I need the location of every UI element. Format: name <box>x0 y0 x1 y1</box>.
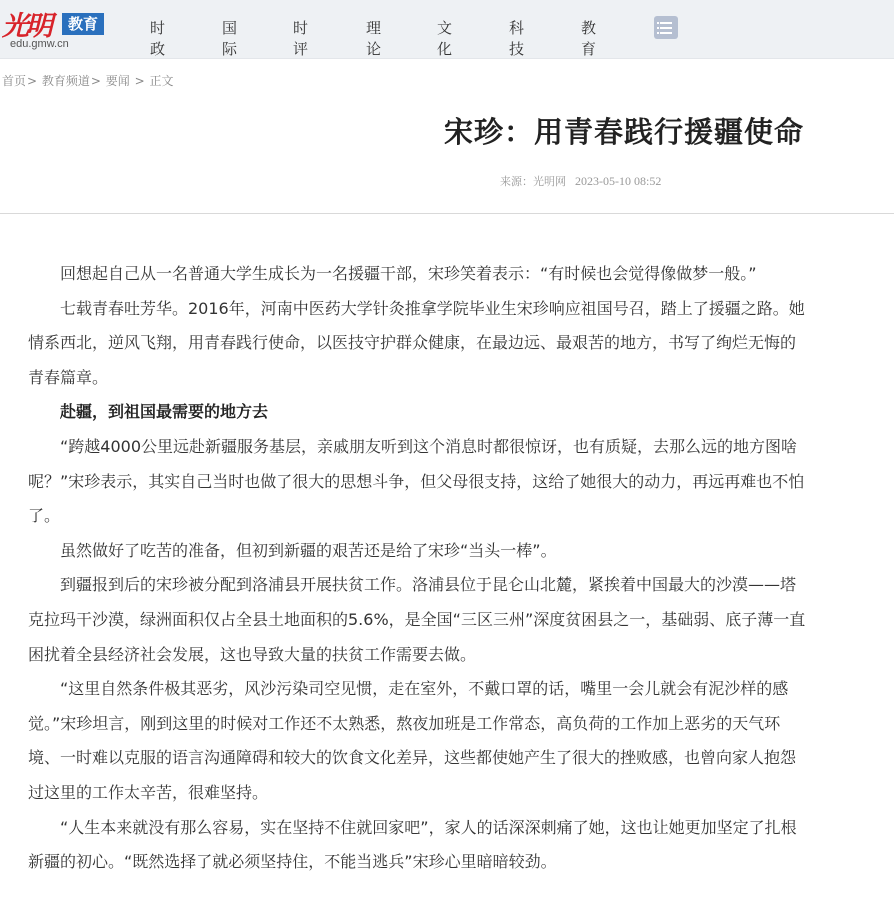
article-paragraph: “跨越4000公里远赴新疆服务基层，亲戚朋友听到这个消息时都很惊讶，也有质疑，去那么远的地方图啥呢？”宋珍表示，其实自己当时也做了很大的思想斗争，但父母很支持，这给了她很大的动力，再远再难也不怕了。 <box>28 436 805 526</box>
breadcrumb-current: 正文 <box>149 74 174 88</box>
nav-item-tech[interactable]: 科技 <box>509 19 525 58</box>
article-paragraph: “这里自然条件极其恶劣，风沙污染司空见惯，走在室外，不戴口罩的话，嘴里一会儿就会有泥沙样的感觉。”宋珍坦言，刚到这里的时候对工作还不太熟悉，熬夜加班是工作常态，高负荷的工作加上恶劣的天气环境、一时难以克服的语言沟通障碍和较大的饮食文化差异，这些都使她产生了很大的挫败感，也曾向家人抱怨过这里的工作太辛苦，很难坚持。 <box>28 679 797 802</box>
nav-item-culture[interactable]: 文化 <box>437 19 453 58</box>
breadcrumb-channel[interactable]: 教育频道 <box>41 74 90 88</box>
logo-badge: 教育 <box>62 13 104 35</box>
breadcrumb-section[interactable]: 要闻 <box>105 74 130 88</box>
nav-item-education[interactable]: 教育 <box>581 19 597 58</box>
breadcrumb: 首页> 教育频道> 要闻 > 正文 <box>2 74 174 88</box>
article-meta <box>500 173 661 189</box>
nav-item-theory[interactable]: 理论 <box>366 19 382 58</box>
article-paragraph: 回想起自己从一名普通大学生成长为一名援疆干部，宋珍笑着表示：“有时候也会觉得像做梦一般。” <box>60 264 757 283</box>
title-divider <box>0 213 894 214</box>
article-paragraph: 七载青春吐芳华。2016年，河南中医药大学针灸推拿学院毕业生宋珍响应祖国号召，踏上了援疆之路。她情系西北，逆风飞翔，用青春践行使命，以医技守护群众健康，在最边远、最艰苦的地方，书写了绚烂无悔的青春篇章。 <box>28 298 805 387</box>
nav-item-international[interactable]: 国际 <box>222 19 238 58</box>
top-nav-bar <box>0 0 894 59</box>
article-paragraph: “人生本来就没有那么容易，实在坚持不住就回家吧”，家人的话深深刺痛了她，这也让她更加坚定了扎根新疆的初心。“既然选择了就必须坚持住，不能当逃兵”宋珍心里暗暗较劲。 <box>28 817 797 872</box>
article-date: 2023-05-10 08:52 <box>575 174 662 188</box>
nav-item-politics[interactable]: 时政 <box>150 19 166 58</box>
article-title: 宋珍：用青春践行援疆使命 <box>443 115 804 149</box>
logo-wordmark: 光明 <box>2 11 50 42</box>
nav-item-commentary[interactable]: 时评 <box>293 19 309 58</box>
article-paragraph: 到疆报到后的宋珍被分配到洛浦县开展扶贫工作。洛浦县位于昆仑山北麓，紧挨着中国最大的沙漠——塔克拉玛干沙漠，绿洲面积仅占全县土地面积的5.6%，是全国“三区三州”深度贫困县之一，基础弱、底子薄一直困扰着全县经济社会发展，这也导致大量的扶贫工作需要去做。 <box>28 575 806 664</box>
article-source: 来源：光明网 <box>500 175 566 188</box>
article-subheading: 赴疆，到祖国最需要的地方去 <box>60 402 269 422</box>
article-paragraph: 虽然做好了吃苦的准备，但初到新疆的艰苦还是给了宋珍“当头一棒”。 <box>60 540 557 560</box>
list-menu-icon[interactable] <box>654 16 678 39</box>
site-logo[interactable] <box>2 4 112 50</box>
logo-domain: edu.gmw.cn <box>10 38 69 50</box>
article-body <box>28 257 810 880</box>
breadcrumb-home[interactable]: 首页 <box>2 74 27 88</box>
